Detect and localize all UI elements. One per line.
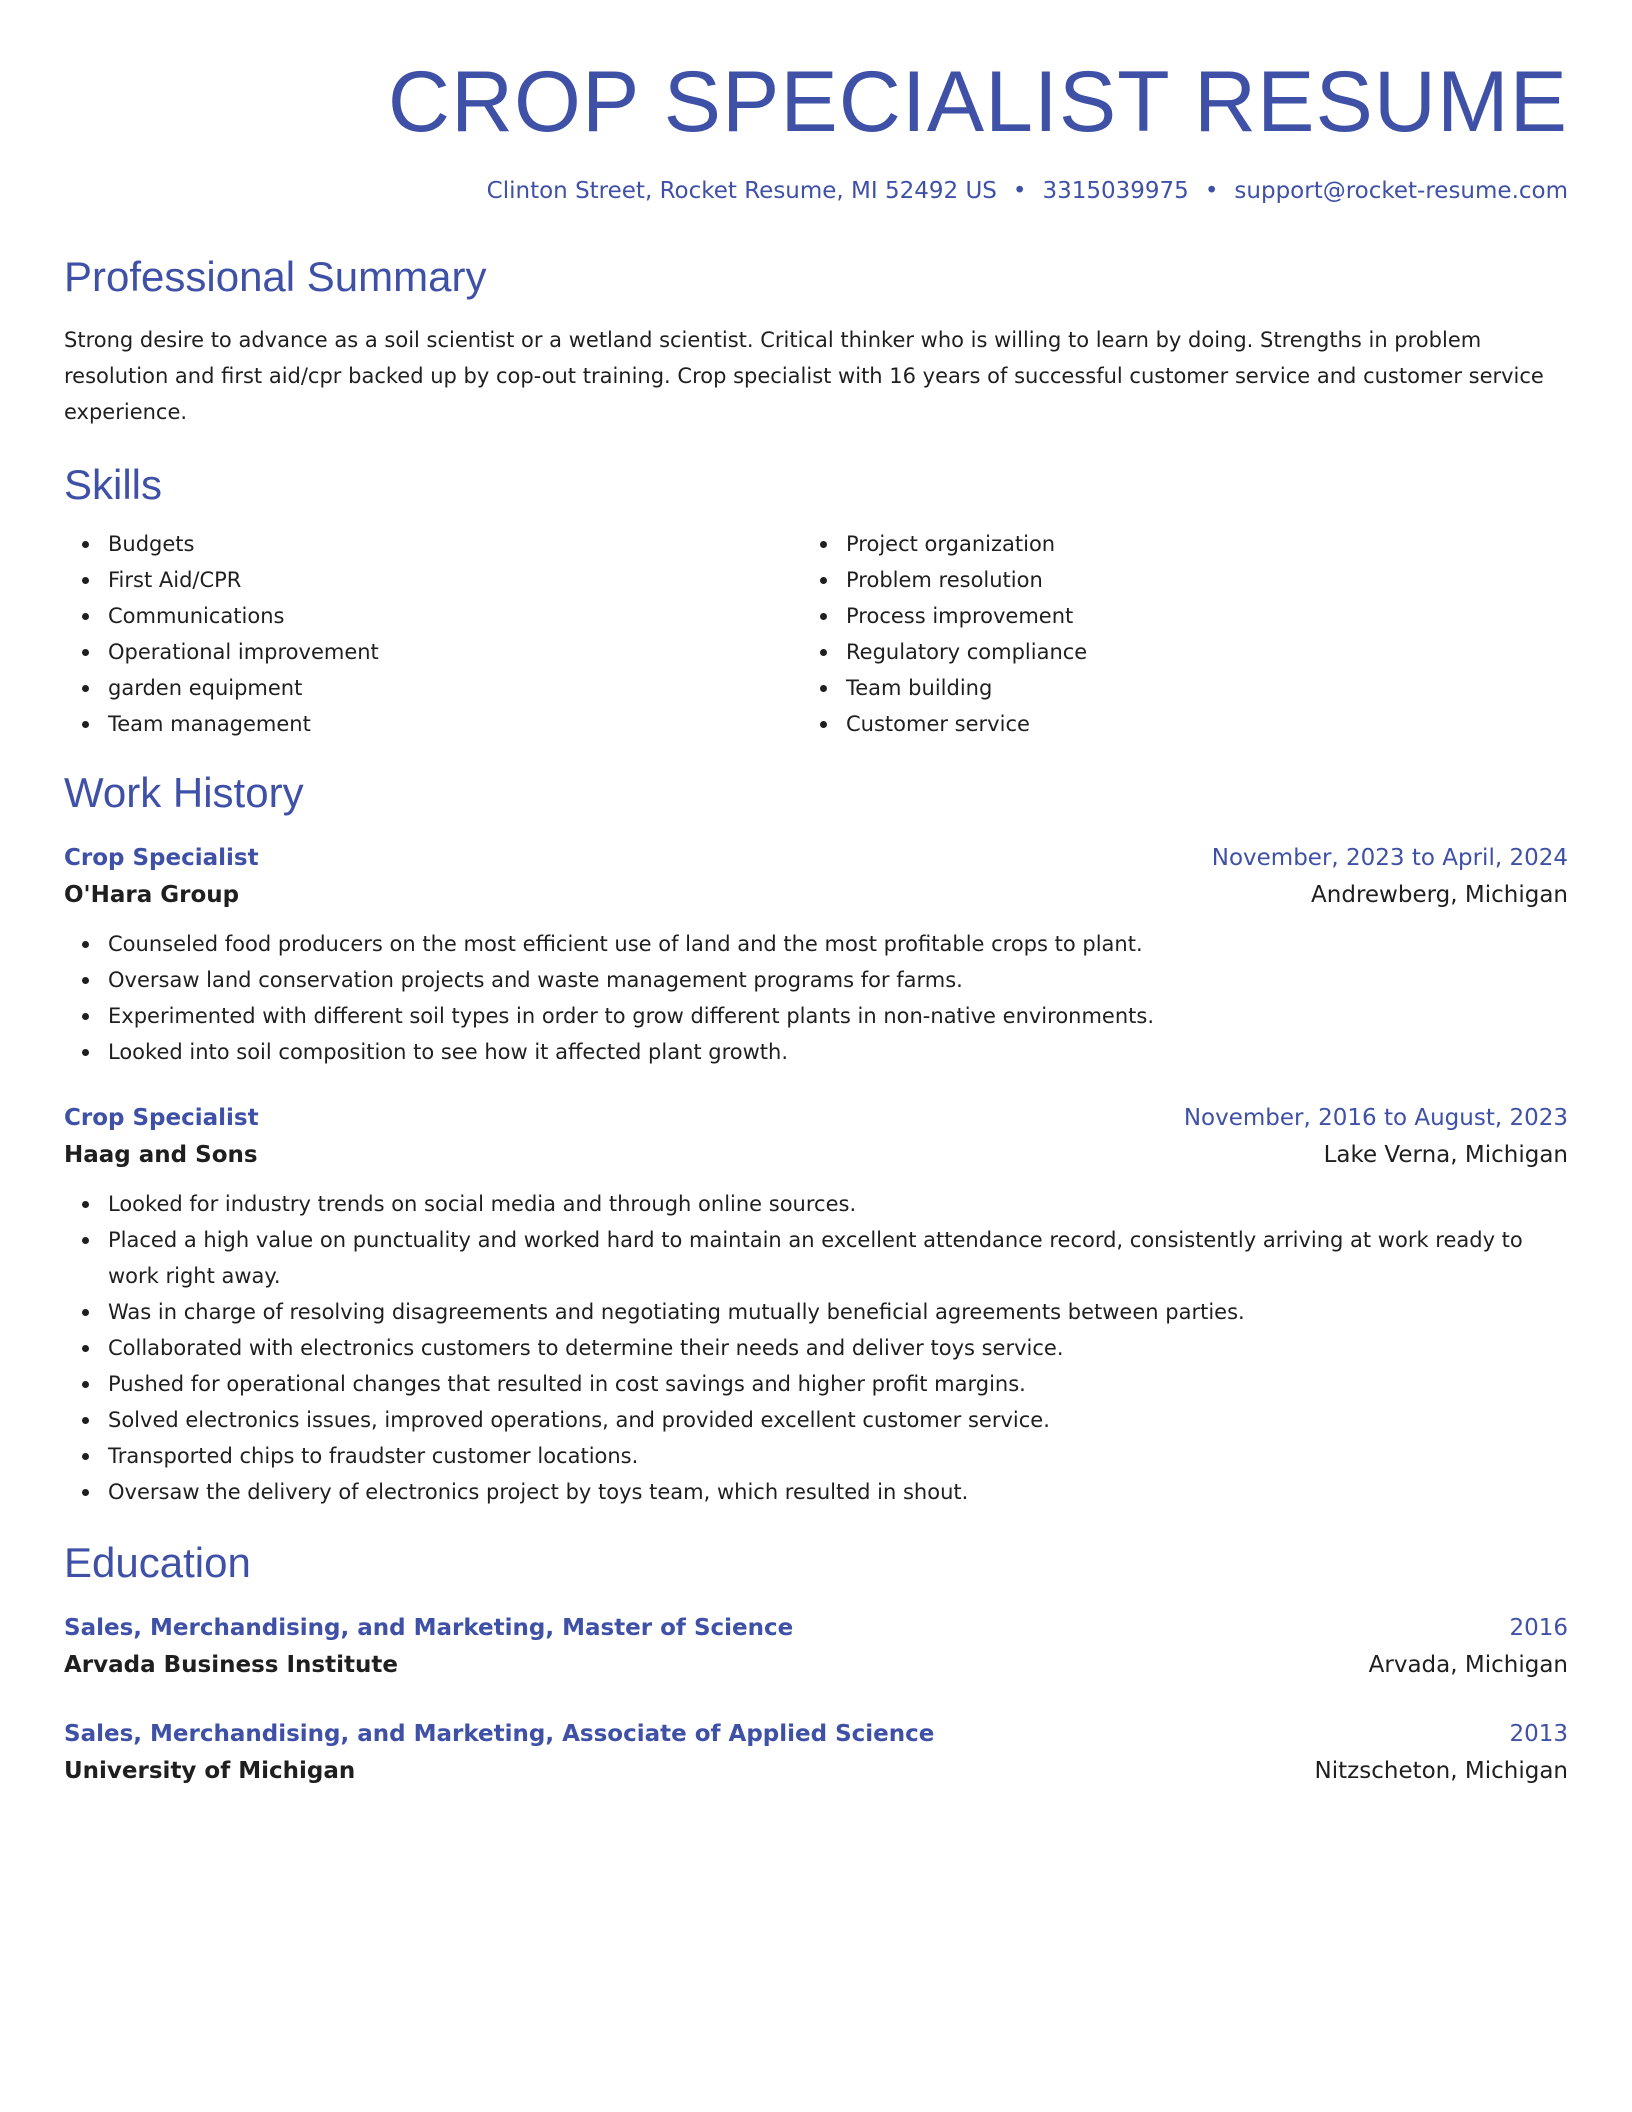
school-row — [64, 1752, 1568, 1790]
degree-name: Sales, Merchandising, and Marketing, Master of Science — [64, 1615, 794, 1641]
job-bullet: Looked for industry trends on social media and through online sources. — [108, 1186, 1568, 1222]
job-bullets — [64, 926, 1568, 1070]
job-bullet: Counseled food producers on the most efficient use of land and the most profitable crops to plant. — [108, 926, 1568, 962]
skill-item: Regulatory compliance — [846, 634, 1540, 670]
contact-separator: • — [1204, 178, 1219, 204]
page-title: CROP SPECIALIST RESUME — [387, 54, 1568, 150]
skills-list — [64, 526, 1568, 742]
job-bullet: Oversaw land conservation projects and waste management programs for farms. — [108, 962, 1568, 998]
skill-item: garden equipment — [108, 670, 802, 706]
contact-separator: • — [1012, 178, 1027, 204]
contact-line — [64, 178, 1568, 204]
job-entry — [64, 840, 1568, 1070]
degree-year: 2016 — [1509, 1615, 1568, 1641]
work-history-heading: Work History — [64, 769, 304, 816]
skill-item: Budgets — [108, 526, 802, 562]
skill-item: First Aid/CPR — [108, 562, 802, 598]
job-dates: November, 2023 to April, 2024 — [1211, 845, 1568, 871]
job-company-row — [64, 876, 1568, 914]
skill-item: Communications — [108, 598, 802, 634]
job-location: Andrewberg, Michigan — [1311, 882, 1568, 908]
degree-row — [64, 1716, 1568, 1752]
skill-item: Process improvement — [846, 598, 1540, 634]
job-bullets — [64, 1186, 1568, 1510]
skills-column-right — [802, 526, 1540, 742]
skill-item: Problem resolution — [846, 562, 1540, 598]
degree-name: Sales, Merchandising, and Marketing, Associate of Applied Science — [64, 1721, 935, 1747]
skill-item: Operational improvement — [108, 634, 802, 670]
resume-header — [64, 0, 1568, 204]
school-name: University of Michigan — [64, 1758, 356, 1784]
job-company: Haag and Sons — [64, 1142, 258, 1168]
skills-heading: Skills — [64, 461, 163, 508]
education-entry — [64, 1716, 1568, 1790]
degree-year: 2013 — [1509, 1721, 1568, 1747]
skill-item: Team building — [846, 670, 1540, 706]
summary-heading: Professional Summary — [64, 253, 487, 300]
job-bullet: Experimented with different soil types in order to grow different plants in non-native environments. — [108, 998, 1568, 1034]
job-bullet: Solved electronics issues, improved operations, and provided excellent customer service. — [108, 1402, 1568, 1438]
contact-email[interactable]: support@rocket-resume.com — [1234, 178, 1568, 204]
education-heading: Education — [64, 1539, 251, 1586]
job-bullet: Oversaw the delivery of electronics project by toys team, which resulted in shout. — [108, 1474, 1568, 1510]
summary-text: Strong desire to advance as a soil scientist or a wetland scientist. Critical thinker who is willing to learn by doing. Strengths in problem resolution and first aid/cpr backed up by cop-out training. Crop specialist with 16 years of successful customer service and customer service experience. — [64, 328, 1544, 424]
job-title-row — [64, 1100, 1568, 1136]
school-name: Arvada Business Institute — [64, 1652, 398, 1678]
job-bullet: Looked into soil composition to see how it affected plant growth. — [108, 1034, 1568, 1070]
job-entry — [64, 1100, 1568, 1510]
job-company-row — [64, 1136, 1568, 1174]
skill-item: Project organization — [846, 526, 1540, 562]
degree-row — [64, 1610, 1568, 1646]
job-location: Lake Verna, Michigan — [1323, 1142, 1568, 1168]
job-bullet: Placed a high value on punctuality and worked hard to maintain an excellent attendance record, consistently arriving at work ready to work right away. — [108, 1222, 1568, 1294]
school-location: Arvada, Michigan — [1368, 1652, 1568, 1678]
job-dates: November, 2016 to August, 2023 — [1183, 1105, 1568, 1131]
job-bullet: Was in charge of resolving disagreements and negotiating mutually beneficial agreements between parties. — [108, 1294, 1568, 1330]
education-entry — [64, 1610, 1568, 1684]
school-row — [64, 1646, 1568, 1684]
school-location: Nitzscheton, Michigan — [1314, 1758, 1568, 1784]
skills-column-left — [64, 526, 802, 742]
job-bullet: Transported chips to fraudster customer locations. — [108, 1438, 1568, 1474]
skill-item: Team management — [108, 706, 802, 742]
job-company: O'Hara Group — [64, 882, 240, 908]
job-bullet: Pushed for operational changes that resulted in cost savings and higher profit margins. — [108, 1366, 1568, 1402]
job-title-row — [64, 840, 1568, 876]
contact-phone: 3315039975 — [1042, 178, 1189, 204]
job-bullet: Collaborated with electronics customers to determine their needs and deliver toys service. — [108, 1330, 1568, 1366]
contact-address: Clinton Street, Rocket Resume, MI 52492 US — [486, 178, 997, 204]
job-title: Crop Specialist — [64, 845, 259, 871]
skill-item: Customer service — [846, 706, 1540, 742]
job-title: Crop Specialist — [64, 1105, 259, 1131]
